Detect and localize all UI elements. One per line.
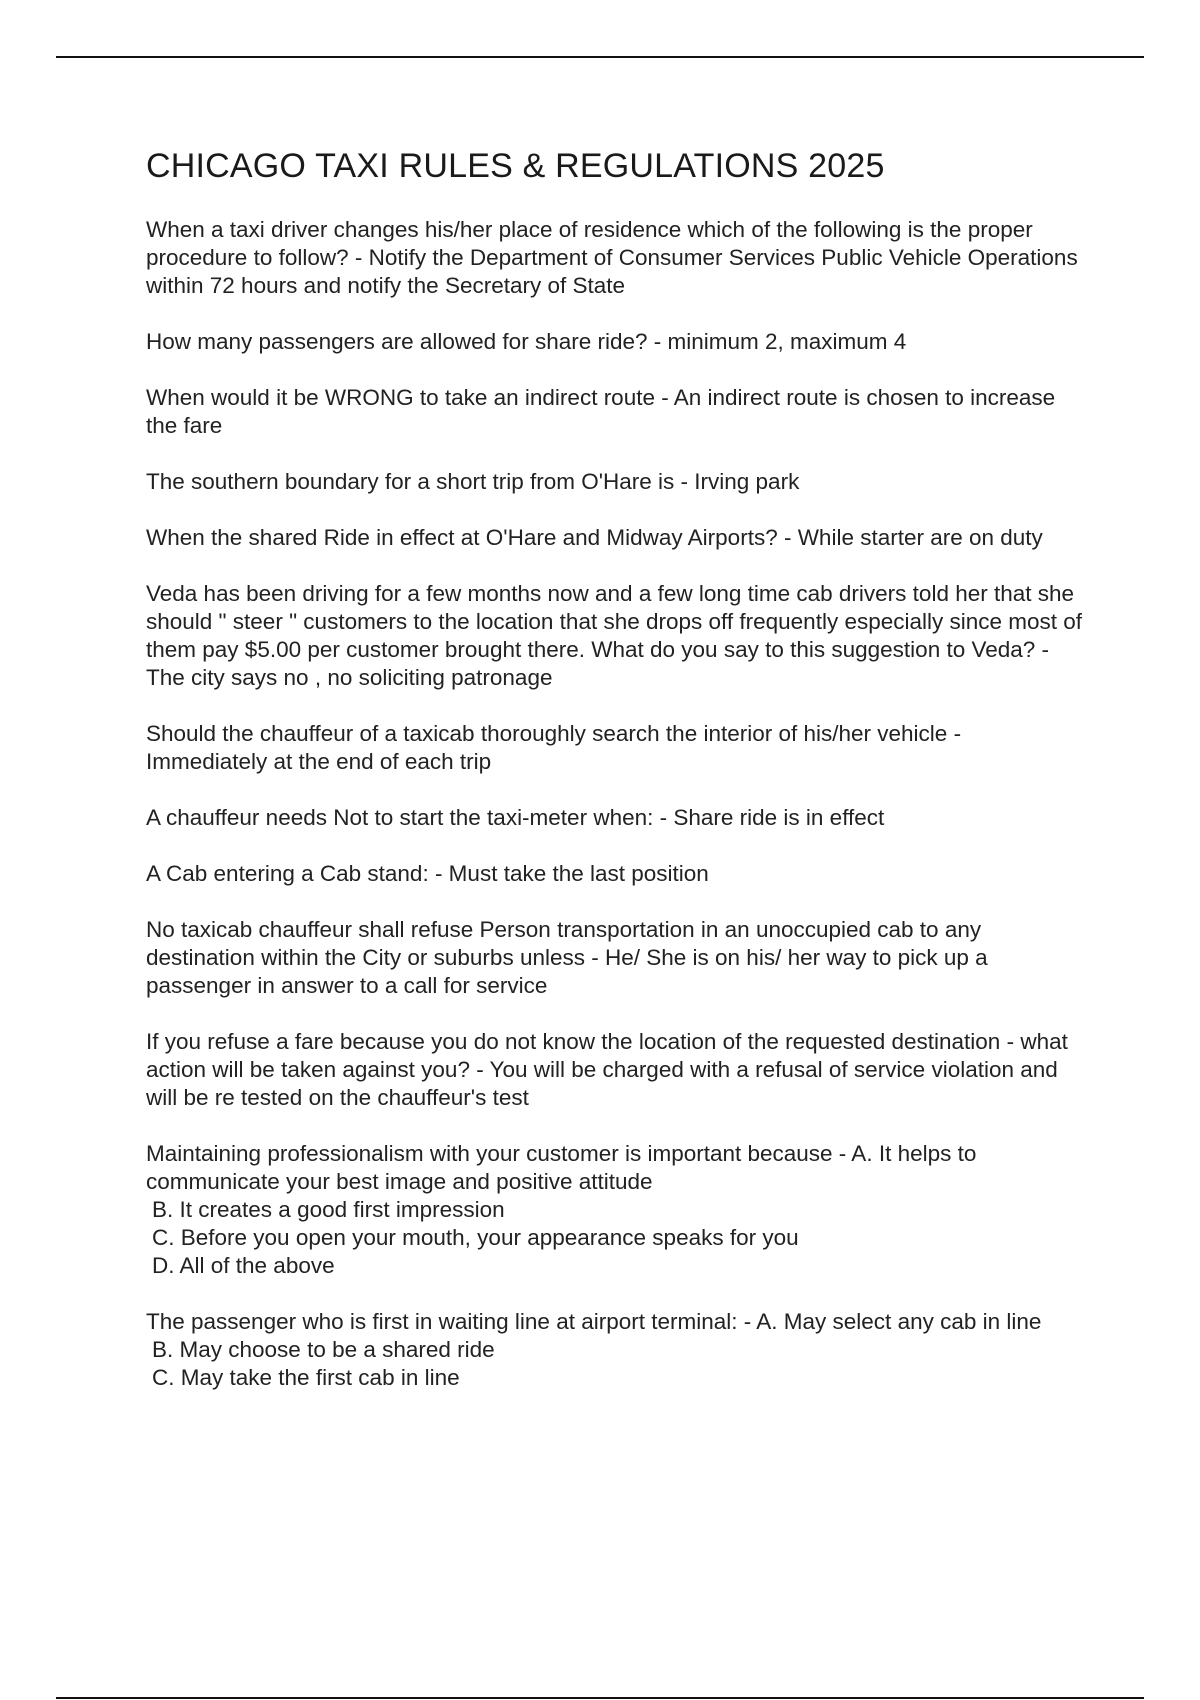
qa-option: D. All of the above [152, 1253, 335, 1278]
qa-item-5 [146, 524, 1086, 552]
qa-option: C. May take the first cab in line [152, 1365, 460, 1390]
qa-item-11 [146, 1028, 1086, 1112]
qa-text: The passenger who is first in waiting line at airport terminal: - A. May select any cab in line [146, 1309, 1042, 1334]
qa-text: How many passengers are allowed for share ride? - minimum 2, maximum 4 [146, 329, 907, 354]
qa-item-2 [146, 328, 1086, 356]
qa-item-4 [146, 468, 1086, 496]
qa-text: No taxicab chauffeur shall refuse Person transportation in an unoccupied cab to any destination within the City or suburbs unless - He/ She is on his/ her way to pick up a passenger in answer to a call for service [146, 917, 988, 998]
qa-item-6 [146, 580, 1086, 692]
bottom-rule [56, 1697, 1144, 1699]
qa-option: B. It creates a good first impression [152, 1197, 505, 1222]
qa-item-12 [146, 1140, 1086, 1280]
qa-text: Veda has been driving for a few months now and a few long time cab drivers told her that she should " steer " customers to the location that she drops off frequently especially since most of them pay $5.00 per customer brought there. What do you say to this suggestion to Veda? - The city says no , no soliciting patronage [146, 581, 1083, 690]
qa-item-7 [146, 720, 1086, 776]
qa-option: C. Before you open your mouth, your appearance speaks for you [152, 1225, 799, 1250]
qa-item-1 [146, 216, 1086, 300]
qa-text: The southern boundary for a short trip from O'Hare is - Irving park [146, 469, 800, 494]
qa-text: Maintaining professionalism with your customer is important because - A. It helps to communicate your best image and positive attitude [146, 1141, 977, 1194]
qa-text: When the shared Ride in effect at O'Hare and Midway Airports? - While starter are on duty [146, 525, 1043, 550]
qa-text: When would it be WRONG to take an indirect route - An indirect route is chosen to increase the fare [146, 385, 1056, 438]
qa-option: B. May choose to be a shared ride [152, 1337, 495, 1362]
qa-item-9 [146, 860, 1086, 888]
qa-item-10 [146, 916, 1086, 1000]
top-rule [56, 56, 1144, 58]
document-body [146, 146, 1086, 1420]
qa-item-13 [146, 1308, 1086, 1392]
qa-text: A chauffeur needs Not to start the taxi-meter when: - Share ride is in effect [146, 805, 885, 830]
qa-text: A Cab entering a Cab stand: - Must take the last position [146, 861, 709, 886]
document-title: CHICAGO TAXI RULES & REGULATIONS 2025 [146, 147, 885, 185]
qa-item-8 [146, 804, 1086, 832]
qa-item-3 [146, 384, 1086, 440]
qa-text: When a taxi driver changes his/her place of residence which of the following is the proper procedure to follow? - Notify the Department of Consumer Services Public Vehicle Operations within 72 hours and notify the Secretary of State [146, 217, 1078, 298]
qa-text: Should the chauffeur of a taxicab thoroughly search the interior of his/her vehicle - Immediately at the end of each trip [146, 721, 962, 774]
qa-text: If you refuse a fare because you do not know the location of the requested destination - what action will be taken against you? - You will be charged with a refusal of service violation and will be re tested on the chauffeur's test [146, 1029, 1068, 1110]
